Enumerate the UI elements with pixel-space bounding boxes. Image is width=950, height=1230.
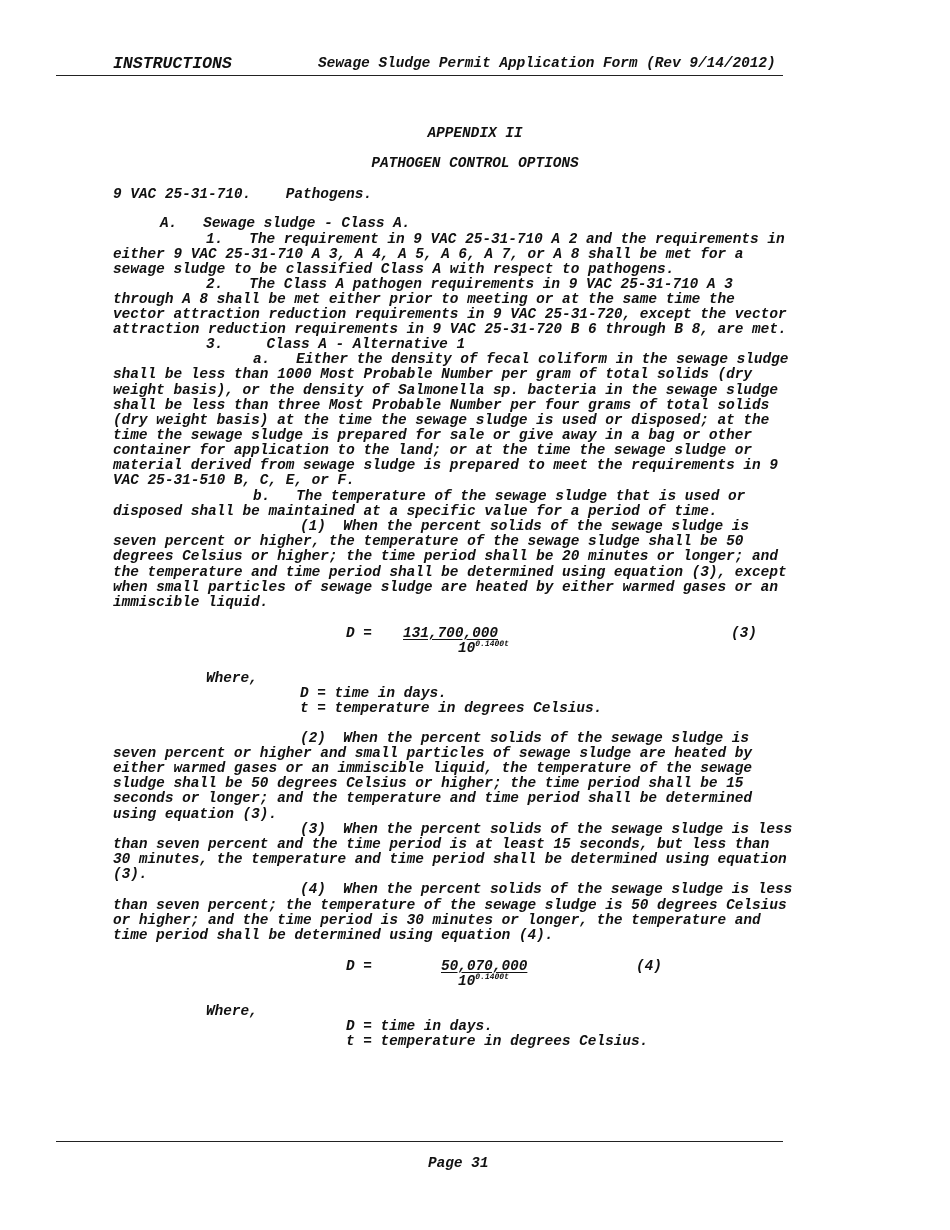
text-line: shall be less than 1000 Most Probable Number per gram of total solids (dry [113, 367, 753, 383]
text-line: (4) When the percent solids of the sewage sludge is less [300, 882, 793, 898]
text-line: time the sewage sludge is prepared for sale or give away in a bag or other [113, 428, 753, 444]
equation-4-numerator: 50,070,000 [441, 959, 528, 975]
text-line: seconds or longer; and the temperature and time period shall be determined [113, 791, 753, 807]
text-line: (3). [113, 867, 148, 883]
page-number: Page 31 [428, 1156, 489, 1172]
text-line: 30 minutes, the temperature and time period shall be determined using equation [113, 852, 787, 868]
where-label-2: Where, [206, 1004, 258, 1020]
text-line: (3) When the percent solids of the sewage sludge is less [300, 822, 793, 838]
text-line: either warmed gases or an immiscible liquid, the temperature of the sewage [113, 761, 753, 777]
appendix-title: APPENDIX II [427, 126, 523, 142]
text-line: than seven percent and the time period is at least 15 seconds, but less than [113, 837, 770, 853]
equation-3-label: (3) [731, 626, 757, 642]
text-line: time period shall be determined using equation (4). [113, 928, 554, 944]
section-title: PATHOGEN CONTROL OPTIONS [371, 156, 579, 172]
text-line: attraction reduction requirements in 9 VAC 25-31-720 B 6 through B 8, are met. [113, 322, 787, 338]
equation-3-exponent: 0.1400t [475, 640, 509, 649]
equation-4-denominator [458, 973, 509, 990]
text-line: (dry weight basis) at the time the sewage sludge is used or disposed; at the [113, 413, 770, 429]
text-line: seven percent or higher and small particles of sewage sludge are heated by [113, 746, 753, 762]
where-1-item-t: t = temperature in degrees Celsius. [300, 701, 603, 717]
text-line: (2) When the percent solids of the sewage sludge is [300, 731, 750, 747]
header-form-title: Sewage Sludge Permit Application Form (Rev 9/14/2012) [318, 56, 776, 72]
equation-3-base: 10 [458, 641, 476, 657]
header-section-title: INSTRUCTIONS [113, 54, 232, 73]
equation-3-denominator [458, 640, 509, 657]
equation-4-exponent: 0.1400t [475, 973, 509, 982]
footer-rule [56, 1141, 783, 1142]
text-line: VAC 25-31-510 B, C, E, or F. [113, 473, 355, 489]
text-line: 3. Class A - Alternative 1 [206, 337, 466, 353]
text-line: a. Either the density of fecal coliform in the sewage sludge [253, 352, 789, 368]
text-line: sewage sludge to be classified Class A with respect to pathogens. [113, 262, 675, 278]
text-line: the temperature and time period shall be determined using equation (3), except [113, 565, 787, 581]
text-line: A. Sewage sludge - Class A. [160, 216, 411, 232]
text-line: material derived from sewage sludge is prepared to meet the requirements in 9 [113, 458, 778, 474]
text-line: seven percent or higher, the temperature of the sewage sludge shall be 50 [113, 534, 744, 550]
header-rule [56, 75, 783, 76]
text-line: shall be less than three Most Probable Number per four grams of total solids [113, 398, 770, 414]
text-line: sludge shall be 50 degrees Celsius or higher; the time period shall be 15 [113, 776, 744, 792]
equation-4-label: (4) [636, 959, 662, 975]
text-line: (1) When the percent solids of the sewage sludge is [300, 519, 750, 535]
text-line: immiscible liquid. [113, 595, 269, 611]
text-line: 2. The Class A pathogen requirements in 9 VAC 25-31-710 A 3 [206, 277, 733, 293]
text-line: b. The temperature of the sewage sludge that is used or [253, 489, 746, 505]
text-line: when small particles of sewage sludge are heated by either warmed gases or an [113, 580, 778, 596]
where-label-1: Where, [206, 671, 258, 687]
where-1-item-d: D = time in days. [300, 686, 447, 702]
text-line: degrees Celsius or higher; the time period shall be 20 minutes or longer; and [113, 549, 778, 565]
text-line: vector attraction reduction requirements in 9 VAC 25-31-720, except the vector [113, 307, 787, 323]
text-line: weight basis), or the density of Salmonella sp. bacteria in the sewage sludge [113, 383, 778, 399]
text-line: through A 8 shall be met either prior to meeting or at the same time the [113, 292, 735, 308]
where-2-item-d: D = time in days. [346, 1019, 493, 1035]
text-line: using equation (3). [113, 807, 278, 823]
text-line: 1. The requirement in 9 VAC 25-31-710 A 2 and the requirements in [206, 232, 785, 248]
where-2-item-t: t = temperature in degrees Celsius. [346, 1034, 649, 1050]
text-line: either 9 VAC 25-31-710 A 3, A 4, A 5, A 6, A 7, or A 8 shall be met for a [113, 247, 744, 263]
text-line: disposed shall be maintained at a specific value for a period of time. [113, 504, 718, 520]
equation-4-base: 10 [458, 974, 476, 990]
equation-4-lhs: D = [346, 959, 372, 975]
regulation-heading: 9 VAC 25-31-710. Pathogens. [113, 187, 373, 203]
equation-3-numerator: 131,700,000 [403, 626, 498, 642]
text-line: than seven percent; the temperature of the sewage sludge is 50 degrees Celsius [113, 898, 787, 914]
equation-3-lhs: D = [346, 626, 372, 642]
text-line: or higher; and the time period is 30 minutes or longer, the temperature and [113, 913, 761, 929]
text-line: container for application to the land; or at the time the sewage sludge or [113, 443, 753, 459]
